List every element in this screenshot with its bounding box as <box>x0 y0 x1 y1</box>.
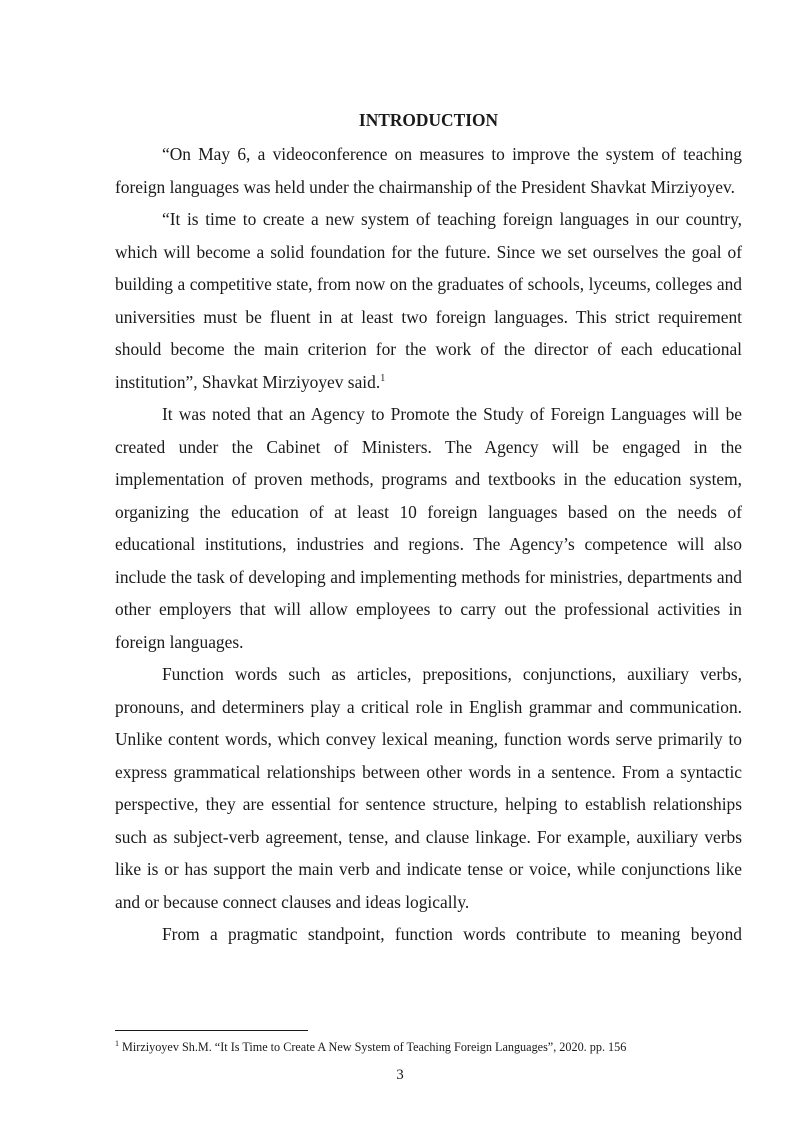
paragraph-5: From a pragmatic standpoint, function words contribute to meaning beyond <box>162 924 742 944</box>
paragraph-2-text: “It is time to create a new system of teaching foreign languages in our country, which will become a solid foundation for the future. Since we set ourselves the goal of building a competitive state, from now on the graduates of schools, lyceums, colleges and universities must be fluent in at least two foreign languages. This strict requirement should become the main criterion for the work of the director of each educational institution”, Shavkat Mirziyoyev said. <box>115 209 742 392</box>
footnote-reference: 1 <box>380 372 386 384</box>
footnote-marker: 1 <box>115 1038 119 1048</box>
footnote-text: Mirziyoyev Sh.M. “It Is Time to Create A New System of Teaching Foreign Languages”, 2020. pp. 156 <box>119 1040 627 1054</box>
page-number: 3 <box>396 1067 404 1083</box>
footnote-divider <box>115 1030 308 1031</box>
paragraph-2 <box>115 203 742 398</box>
paragraph-1: “On May 6, a videoconference on measures to improve the system of teaching foreign languages was held under the chairmanship of the President Shavkat Mirziyoyev. <box>115 144 742 197</box>
paragraph-4: Function words such as articles, prepositions, conjunctions, auxiliary verbs, pronouns, and determiners play a critical role in English grammar and communication. Unlike content words, which convey lexical meaning, function words serve primarily to express grammatical relationships between other words in a sentence. From a syntactic perspective, they are essential for sentence structure, helping to establish relationships such as subject-verb agreement, tense, and clause linkage. For example, auxiliary verbs like is or has support the main verb and indicate tense or voice, while conjunctions like and or because connect clauses and ideas logically. <box>115 664 742 912</box>
footnote <box>115 1039 755 1055</box>
paragraph-3: It was noted that an Agency to Promote the Study of Foreign Languages will be created under the Cabinet of Ministers. The Agency will be engaged in the implementation of proven methods, programs and textbooks in the education system, organizing the education of at least 10 foreign languages based on the needs of educational institutions, industries and regions. The Agency’s competence will also include the task of developing and implementing methods for ministries, departments and other employers that will allow employees to carry out the professional activities in foreign languages. <box>115 404 742 652</box>
section-heading: INTRODUCTION <box>358 110 499 130</box>
body-text <box>115 106 742 951</box>
